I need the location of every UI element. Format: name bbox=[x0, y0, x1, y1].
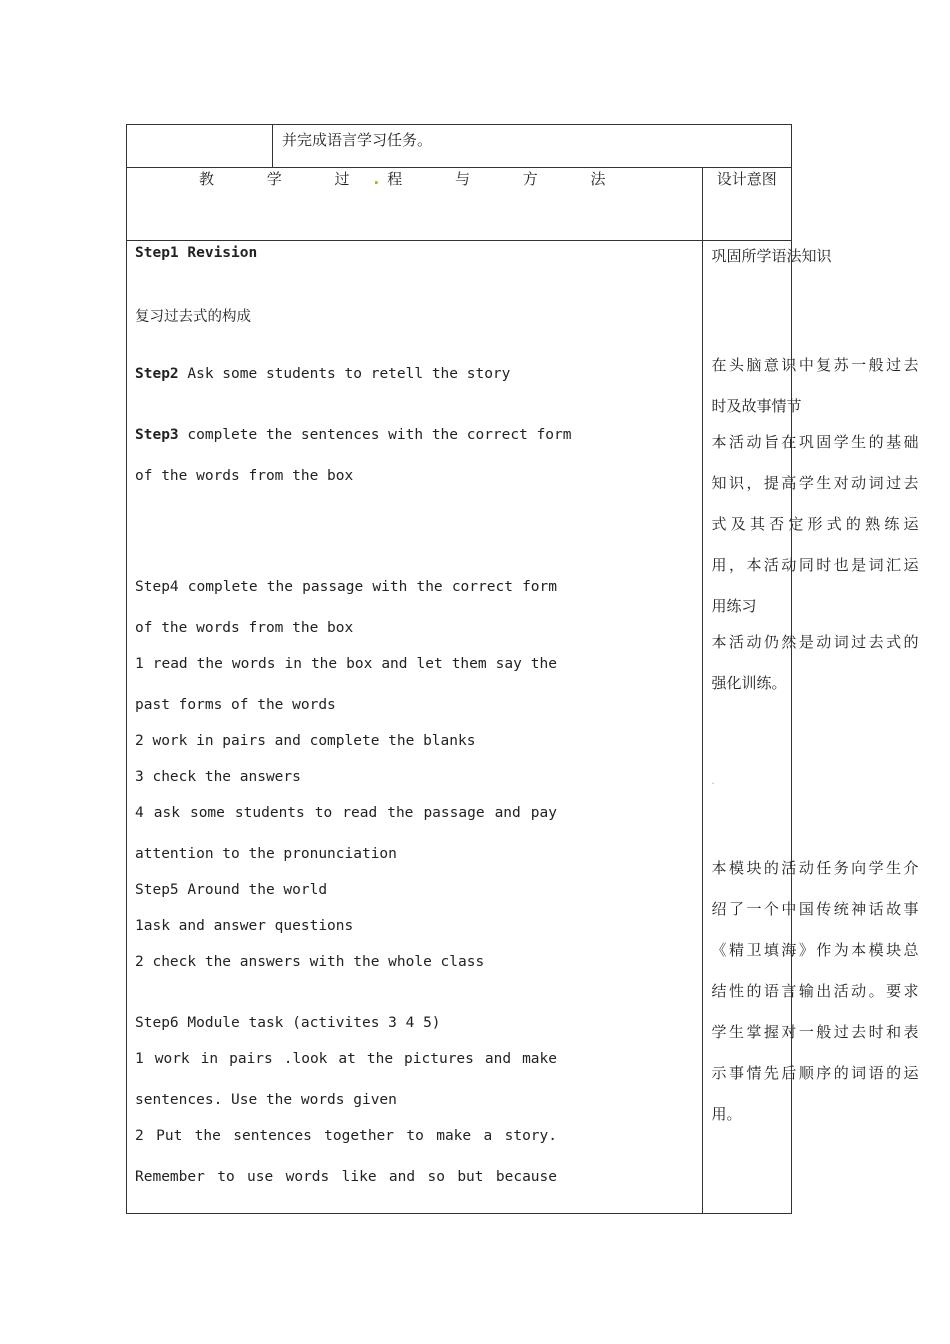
intent-5d: 结性的语言输出活动。要求 bbox=[711, 982, 919, 1000]
step4-line: Step4 complete the passage with the correct form bbox=[135, 579, 557, 595]
intent-2a: 在头脑意识中复苏一般过去 bbox=[711, 356, 919, 374]
step4-item-4-cont: attention to the pronunciation bbox=[135, 846, 397, 862]
header-row bbox=[127, 168, 792, 241]
step4-item-1: 1 read the words in the box and let them say the bbox=[135, 656, 557, 672]
intent-5b: 绍了一个中国传统神话故事 bbox=[711, 900, 919, 918]
intent-5e: 学生掌握对一般过去时和表 bbox=[711, 1023, 919, 1041]
step4-item-2: 2 work in pairs and complete the blanks bbox=[135, 733, 476, 749]
step6-item-2-cont: Remember to use words like and so but because bbox=[135, 1169, 557, 1185]
intent-4b: 强化训练。 bbox=[711, 674, 787, 692]
step5-item-1: 1ask and answer questions bbox=[135, 918, 354, 934]
objectives-row bbox=[127, 125, 792, 168]
step6-item-1-cont: sentences. Use the words given bbox=[135, 1092, 397, 1108]
step6-line: Step6 Module task (activites 3 4 5) bbox=[135, 1015, 441, 1031]
stray-mark: . bbox=[711, 776, 715, 787]
step4-item-1-cont: past forms of the words bbox=[135, 697, 336, 713]
process-header-mark: . bbox=[373, 170, 388, 188]
step3-line-cont: of the words from the box bbox=[135, 468, 354, 484]
intent-cell bbox=[702, 241, 919, 1214]
intent-header: 设计意图 bbox=[702, 168, 791, 241]
process-header-b: 程 与 方 法 bbox=[387, 170, 630, 188]
intent-3a: 本活动旨在巩固学生的基础 bbox=[711, 433, 919, 451]
intent-3b: 知识，提高学生对动词过去 bbox=[711, 474, 919, 492]
process-header-a: 教 学 过 bbox=[198, 170, 374, 188]
intent-3d: 用，本活动同时也是词汇运 bbox=[711, 556, 919, 574]
step3-text: complete the sentences with the correct form bbox=[178, 427, 572, 443]
intent-3c: 式及其否定形式的熟练运 bbox=[711, 515, 919, 533]
intent-3e: 用练习 bbox=[711, 597, 757, 615]
step4-item-3: 3 check the answers bbox=[135, 769, 301, 785]
lesson-plan-table bbox=[126, 124, 919, 1214]
step6-item-2: 2 Put the sentences together to make a story. bbox=[135, 1128, 557, 1144]
step2-line bbox=[135, 366, 510, 382]
intent-5a: 本模块的活动任务向学生介 bbox=[711, 859, 919, 877]
process-cell bbox=[127, 241, 703, 1214]
intent-5f: 示事情先后顺序的词语的运 bbox=[711, 1064, 919, 1082]
intent-4a: 本活动仍然是动词过去式的 bbox=[711, 633, 919, 651]
objectives-label-cell bbox=[127, 125, 273, 168]
step2-text: Ask some students to retell the story bbox=[178, 366, 511, 382]
intent-2b: 时及故事情节 bbox=[711, 397, 802, 415]
step2-label: Step2 bbox=[135, 366, 179, 382]
intent-1: 巩固所学语法知识 bbox=[711, 247, 832, 265]
intent-5c: 《精卫填海》作为本模块总 bbox=[711, 941, 919, 959]
content-row bbox=[127, 241, 792, 1214]
step4-item-4: 4 ask some students to read the passage and pay bbox=[135, 805, 557, 821]
intent-5g: 用。 bbox=[711, 1105, 742, 1123]
step3-line bbox=[135, 427, 572, 443]
step3-label: Step3 bbox=[135, 427, 179, 443]
process-header bbox=[127, 168, 703, 241]
step5-item-2: 2 check the answers with the whole class bbox=[135, 954, 485, 970]
review-line: 复习过去式的构成 bbox=[135, 309, 251, 325]
step4-line-cont: of the words from the box bbox=[135, 620, 354, 636]
step5-line: Step5 Around the world bbox=[135, 882, 328, 898]
objectives-text: 并完成语言学习任务。 bbox=[273, 125, 792, 168]
step1-heading: Step1 Revision bbox=[135, 245, 258, 261]
step6-item-1: 1 work in pairs .look at the pictures and make bbox=[135, 1051, 557, 1067]
